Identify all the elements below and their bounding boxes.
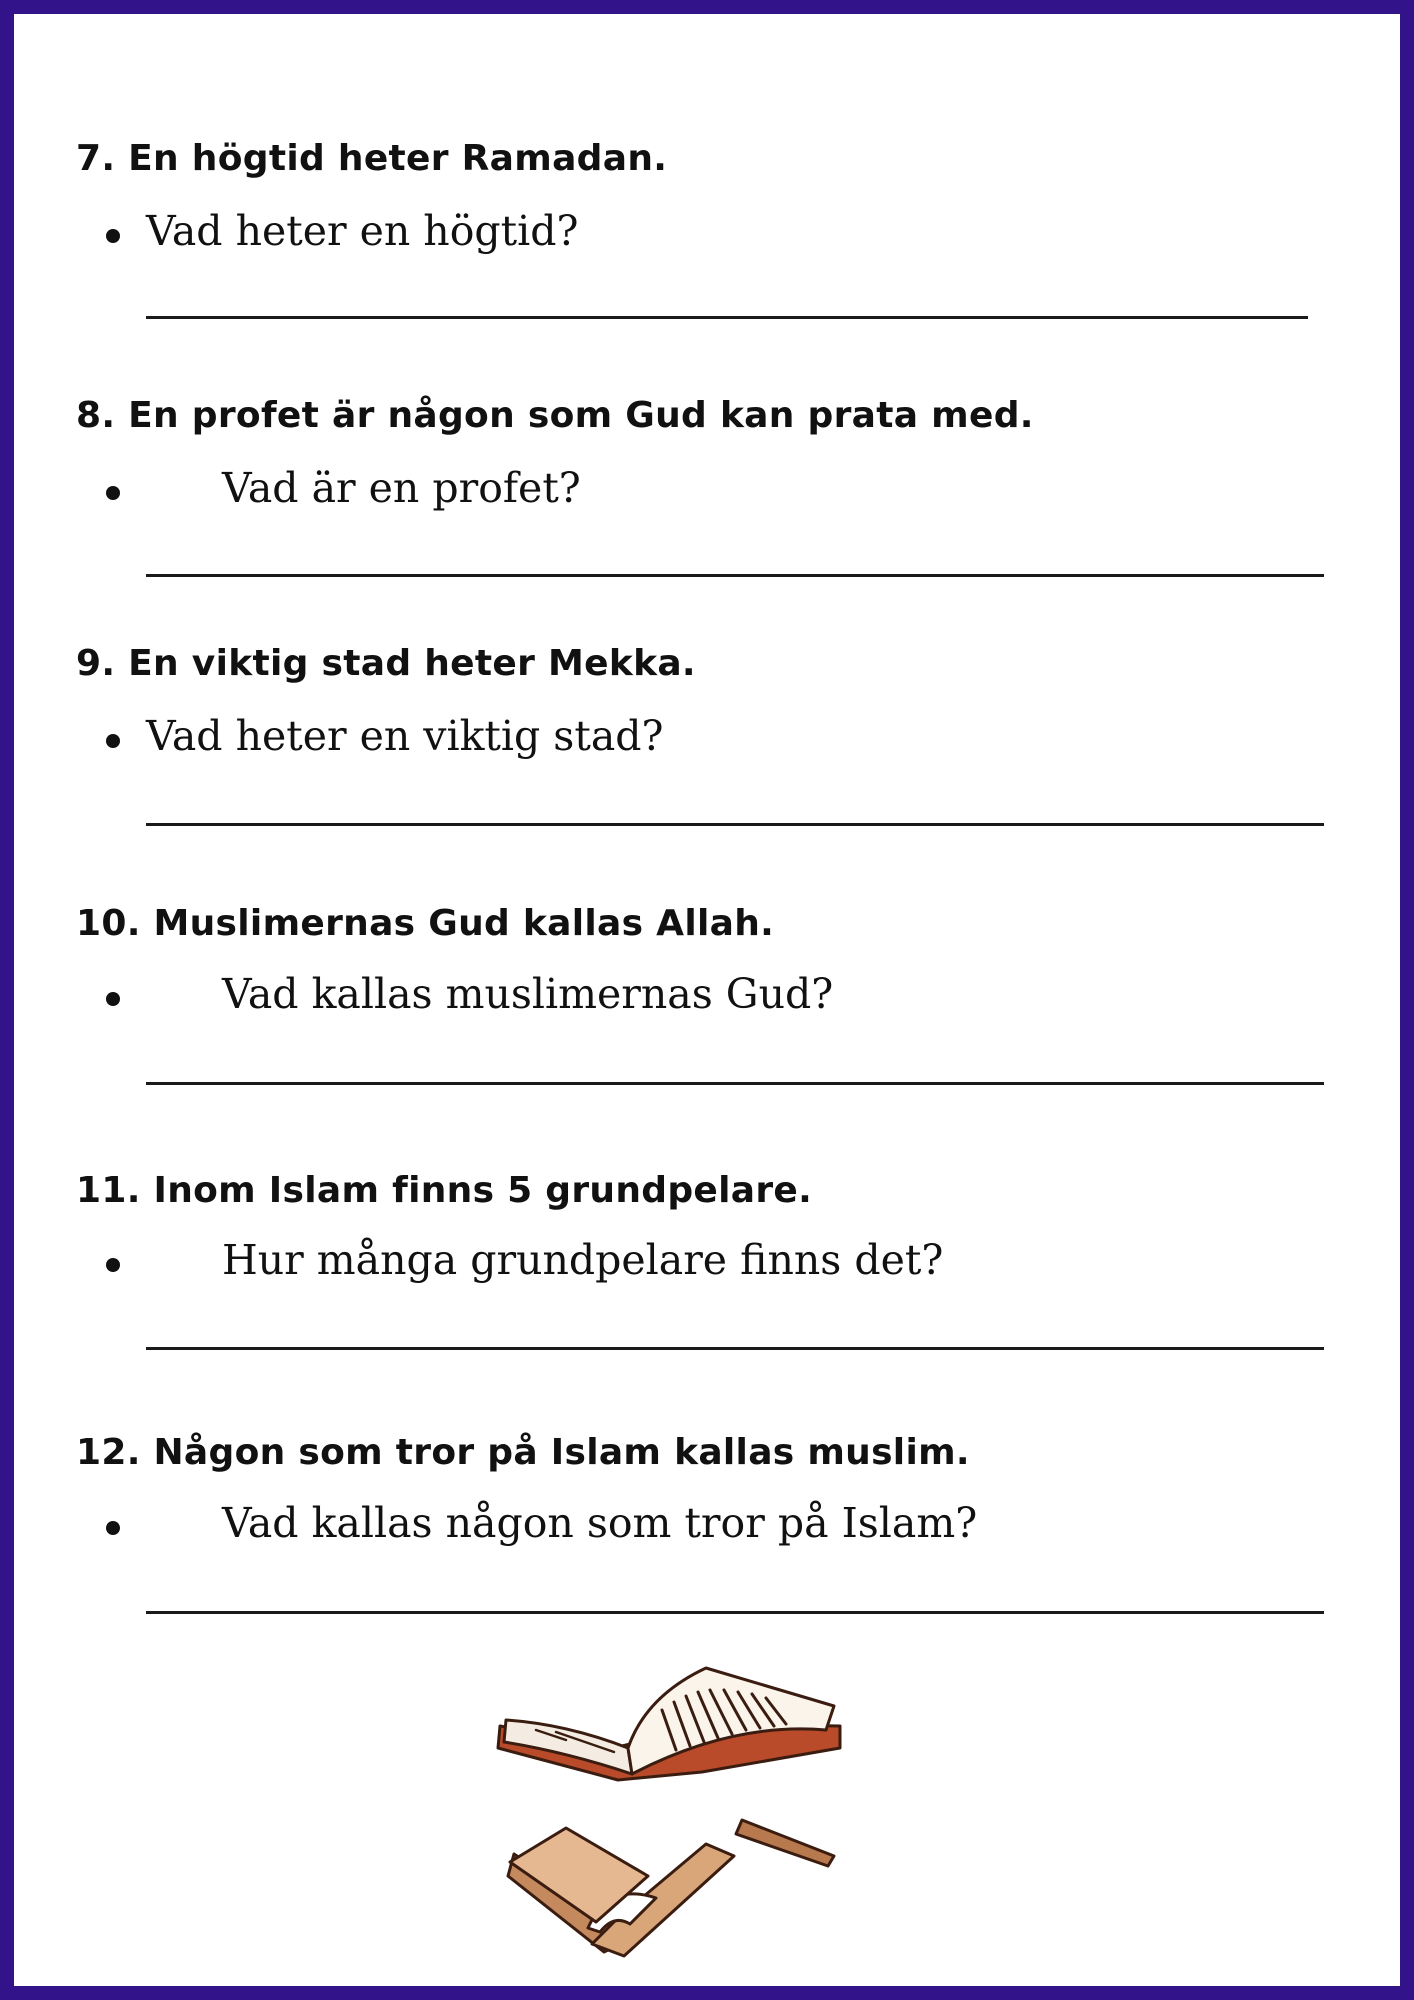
statement-12: 12. Någon som tror på Islam kallas muslim. <box>76 1432 970 1473</box>
statement-9: 9. En viktig stad heter Mekka. <box>76 643 696 684</box>
answer-line-8[interactable] <box>146 574 1324 577</box>
question-12: Vad kallas någon som tror på Islam? <box>222 1499 978 1547</box>
bullet-8 <box>106 486 120 500</box>
bullet-7 <box>106 229 120 243</box>
question-10: Vad kallas muslimernas Gud? <box>222 970 834 1018</box>
question-11: Hur många grundpelare finns det? <box>222 1236 944 1284</box>
answer-line-10[interactable] <box>146 1082 1324 1085</box>
question-7: Vad heter en högtid? <box>146 207 579 255</box>
answer-line-7[interactable] <box>146 316 1308 319</box>
quran-on-rehal-icon <box>496 1666 848 1960</box>
bullet-11 <box>106 1258 120 1272</box>
bullet-9 <box>106 734 120 748</box>
bullet-10 <box>106 992 120 1006</box>
statement-11: 11. Inom Islam finns 5 grundpelare. <box>76 1170 813 1211</box>
answer-line-9[interactable] <box>146 823 1324 826</box>
statement-10: 10. Muslimernas Gud kallas Allah. <box>76 903 775 944</box>
question-9: Vad heter en viktig stad? <box>146 712 664 760</box>
answer-line-11[interactable] <box>146 1347 1324 1350</box>
statement-8: 8. En profet är någon som Gud kan prata med. <box>76 395 1034 436</box>
question-8: Vad är en profet? <box>222 464 581 512</box>
answer-line-12[interactable] <box>146 1611 1324 1614</box>
bullet-12 <box>106 1521 120 1535</box>
statement-7: 7. En högtid heter Ramadan. <box>76 138 668 179</box>
